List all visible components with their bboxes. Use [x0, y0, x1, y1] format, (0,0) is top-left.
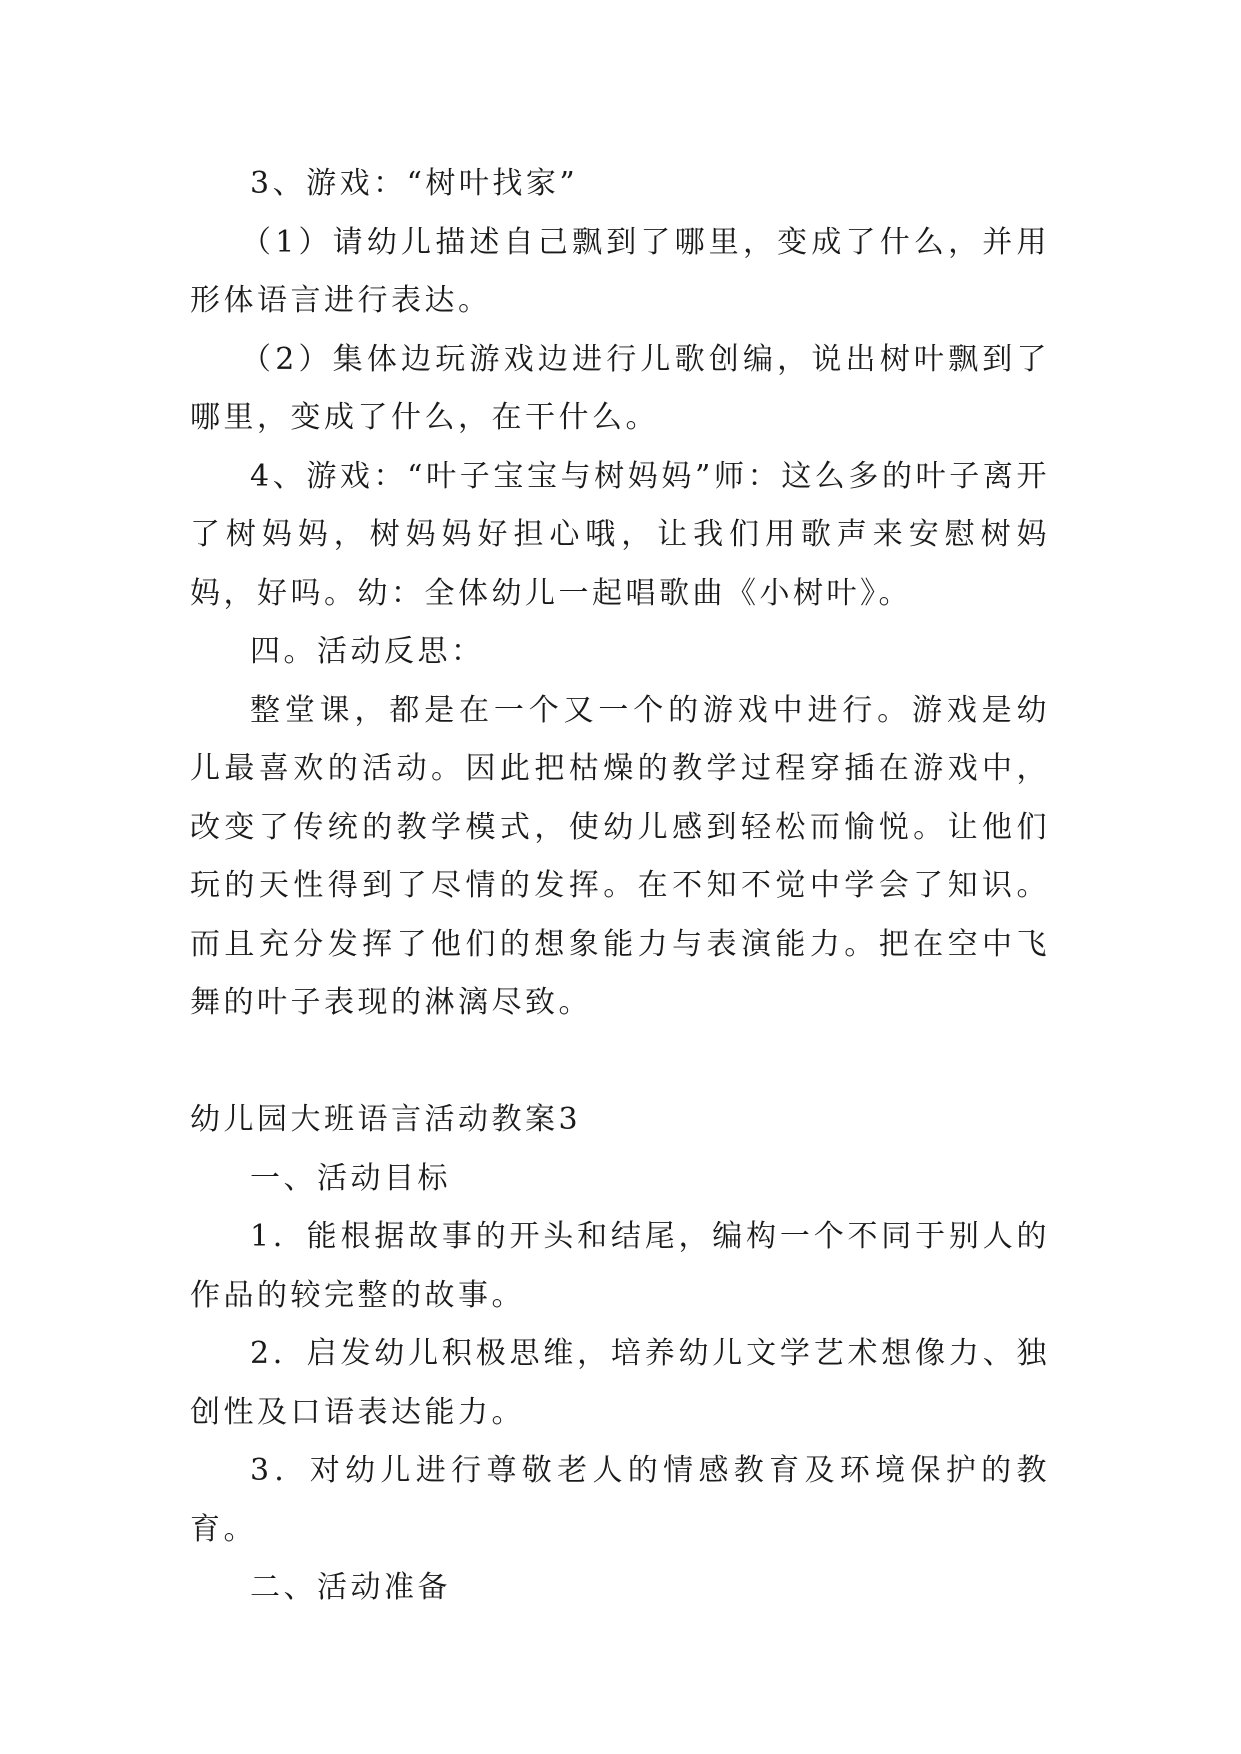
paragraph-game-3-step-2: （2）集体边玩游戏边进行儿歌创编，说出树叶飘到了哪里，变成了什么，在干什么。 — [190, 341, 1050, 435]
section-spacer — [190, 1033, 1050, 1092]
section-title: 幼儿园大班语言活动教案3 — [190, 1102, 582, 1137]
paragraph-objective-1: 1．能根据故事的开头和结尾，编构一个不同于别人的作品的较完整的故事。 — [190, 1219, 1050, 1313]
paragraph-game-4: 4、游戏：“叶子宝宝与树妈妈”师：这么多的叶子离开了树妈妈，树妈妈好担心哦，让我们用歌声来安慰树妈妈，好吗。幼：全体幼儿一起唱歌曲《小树叶》。 — [190, 458, 1050, 611]
paragraph-game-3-heading: 3、游戏：“树叶找家” — [250, 166, 579, 201]
paragraph-reflection-body: 整堂课，都是在一个又一个的游戏中进行。游戏是幼儿最喜欢的活动。因此把枯燥的教学过程穿插在游戏中，改变了传统的教学模式，使幼儿感到轻松而愉悦。让他们玩的天性得到了尽情的发挥。在不知不觉中学会了知识。而且充分发挥了他们的想象能力与表演能力。把在空中飞舞的叶子表现的淋漓尽致。 — [190, 692, 1050, 1020]
paragraph-objective-2: 2．启发幼儿积极思维，培养幼儿文学艺术想像力、独创性及口语表达能力。 — [190, 1336, 1050, 1430]
paragraph-game-3-step-1: （1）请幼儿描述自己飘到了哪里，变成了什么，并用形体语言进行表达。 — [190, 224, 1050, 318]
document-body — [190, 155, 1050, 1618]
paragraph-preparation-heading: 二、活动准备 — [250, 1570, 451, 1605]
paragraph-reflection-heading: 四。活动反思： — [250, 634, 485, 669]
paragraph-objectives-heading: 一、活动目标 — [250, 1160, 451, 1196]
paragraph-objective-3: 3．对幼儿进行尊敬老人的情感教育及环境保护的教育。 — [190, 1453, 1050, 1547]
